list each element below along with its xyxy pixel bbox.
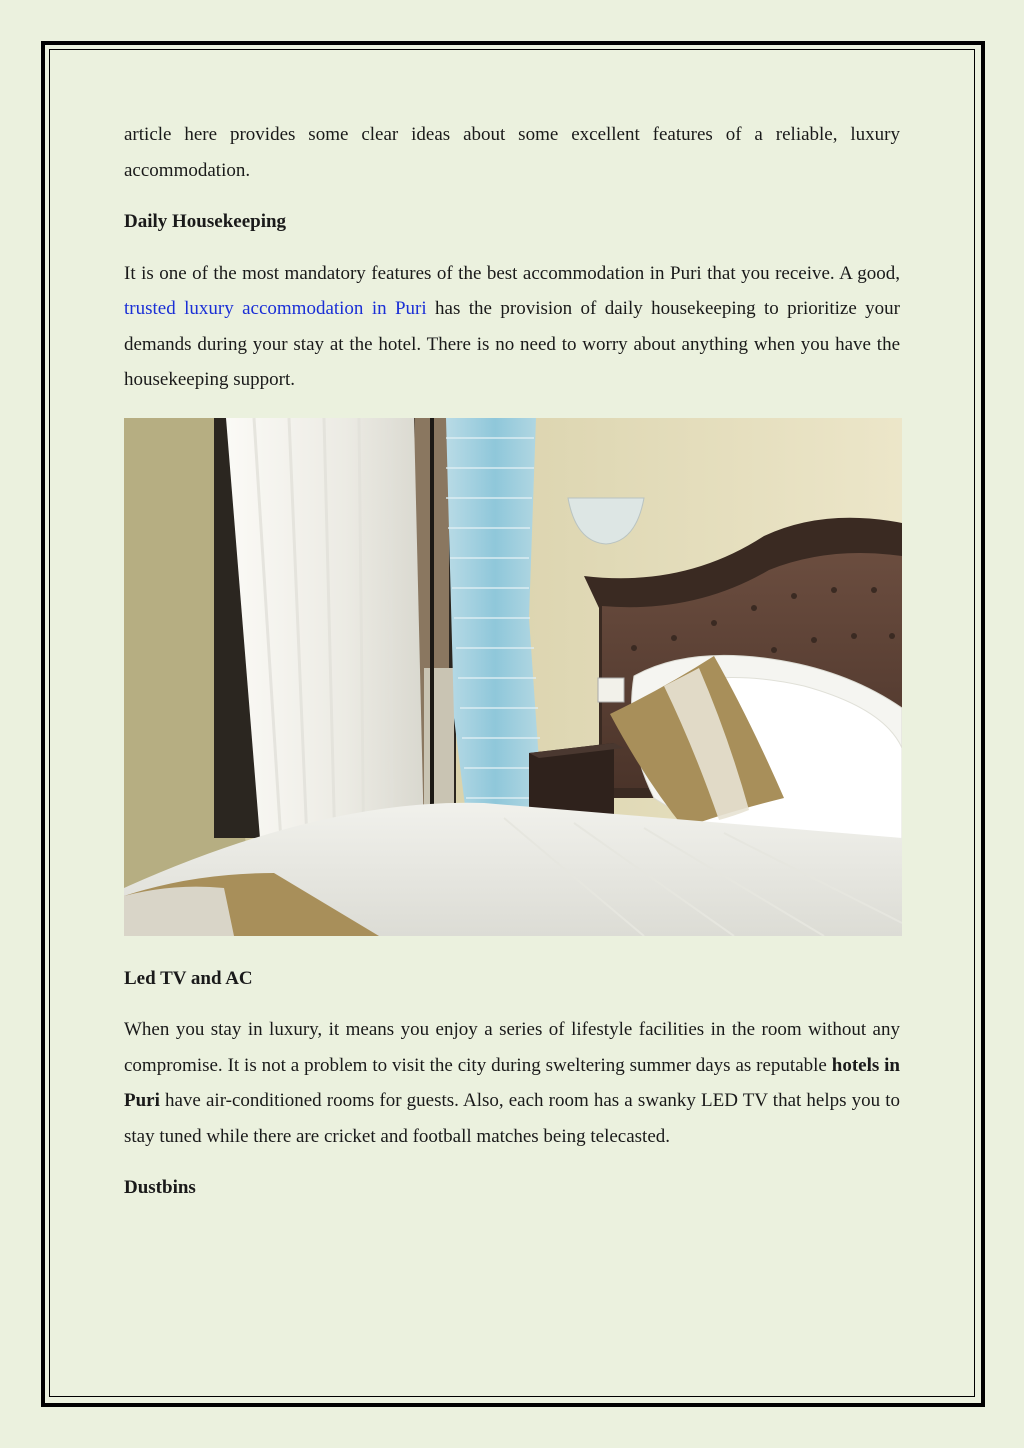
- tv-ac-text-before: When you stay in luxury, it means you enjoy a series of lifestyle facilities in the room without any compromise. It is not a problem to visit the city during sweltering summer days as reputable: [124, 1019, 900, 1076]
- tv-ac-paragraph: [124, 1012, 900, 1154]
- housekeeping-paragraph: [124, 256, 900, 398]
- hotels-in-puri-bold: hotels in Puri: [124, 1054, 900, 1111]
- luxury-accommodation-link[interactable]: trusted luxury accommodation in Puri: [124, 298, 427, 319]
- document-body: [124, 117, 900, 1222]
- tv-ac-text-after: have air-conditioned rooms for guests. Also, each room has a swanky LED TV that helps you to stay tuned while there are cricket and football matches being telecasted.: [124, 1090, 900, 1147]
- intro-paragraph: article here provides some clear ideas about some excellent features of a reliable, luxury accommodation.: [124, 124, 900, 181]
- heading-dustbins: Dustbins: [124, 1177, 196, 1198]
- heading-led-tv-ac: Led TV and AC: [124, 967, 253, 989]
- heading-daily-housekeeping: Daily Housekeeping: [124, 211, 287, 232]
- hotel-bedroom-photo: [124, 418, 902, 936]
- housekeeping-text-after: has the provision of daily housekeeping to prioritize your demands during your stay at the hotel. There is no need to worry about anything when you have the housekeeping support.: [124, 298, 900, 390]
- housekeeping-text-before: It is one of the most mandatory features of the best accommodation in Puri that you receive. A good,: [124, 262, 900, 284]
